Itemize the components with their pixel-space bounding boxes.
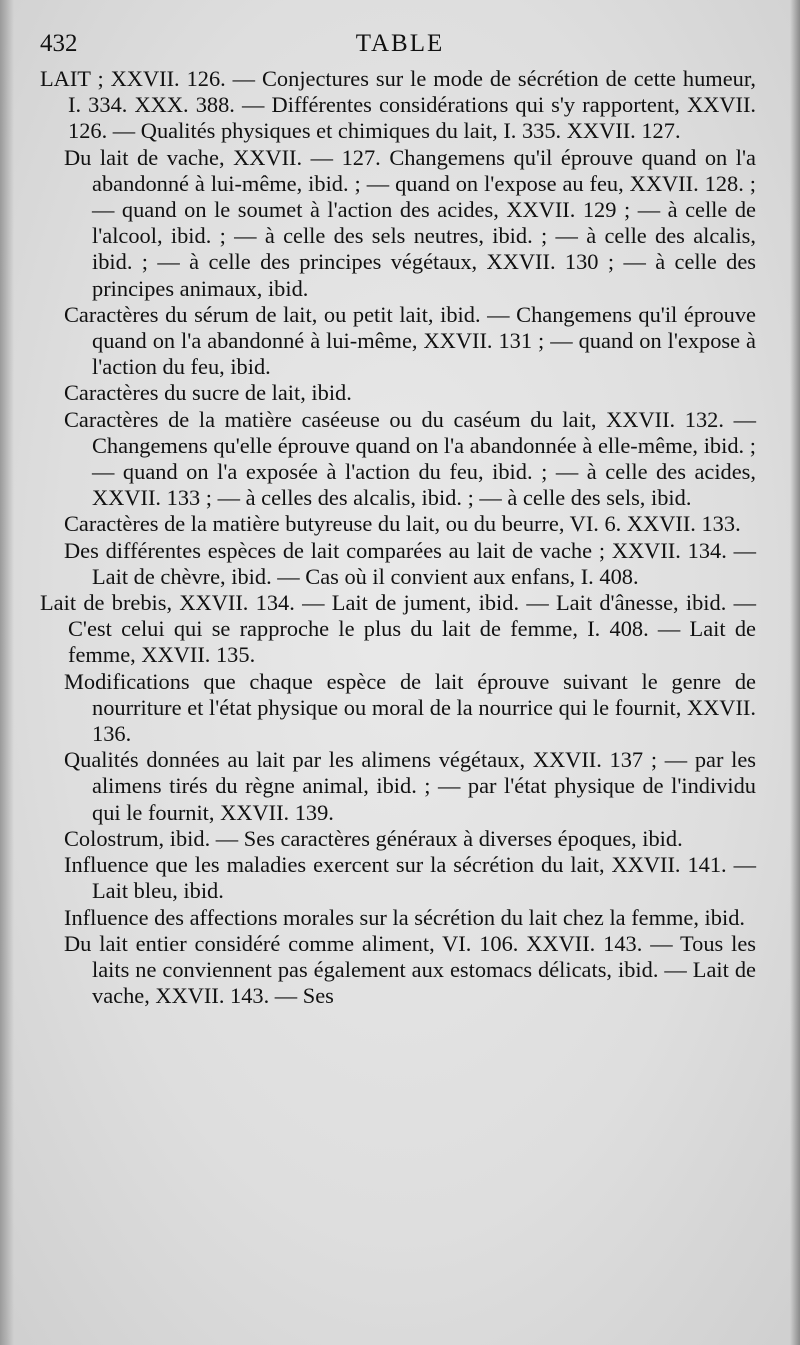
index-entry: Qualités données au lait par les alimens végétaux, XXVII. 137 ; — par les alimens tirés du règne animal, ibid. ; — par l'état physique de l'individu qui le fournit, XXVII. 139. [64,747,756,825]
index-entry: Du lait entier considéré comme aliment, VI. 106. XXVII. 143. — Tous les laits ne conviennent pas également aux estomacs délicats, ibid. — Lait de vache, XXVII. 143. — Ses [64,930,756,1009]
index-entry: Colostrum, ibid. — Ses caractères généraux à diverses époques, ibid. [64,825,683,851]
index-text [40,66,756,1009]
page-header [40,28,760,64]
index-entry: Caractères du sucre de lait, ibid. [64,380,352,406]
index-entry: Des différentes espèces de lait comparées au lait de vache ; XXVII. 134. — Lait de chèvre, ibid. — Cas où il convient aux enfans, I. 408. [64,537,756,589]
index-entry: Caractères de la matière caséeuse ou du caséum du lait, XXVII. 132. — Changemens qu'elle éprouve quand on l'a abandonnée à elle-même, ibid. ; — quand on l'a exposée à l'action du feu, ibid. ; — à celle des acides, XXVII. 133 ; — à celles des alcalis, ibid. ; — à celle des sels, ibid. [64,406,756,511]
index-entry: Lait de brebis, XXVII. 134. — Lait de jument, ibid. — Lait d'ânesse, ibid. — C'est celui qui se rapproche le plus du lait de femme, I. 408. — Lait de femme, XXVII. 135. [40,590,756,668]
page-number: 432 [40,30,78,57]
index-entry: Du lait de vache, XXVII. — 127. Changemens qu'il éprouve quand on l'a abandonné à lui-même, ibid. ; — quand on l'expose au feu, XXVII. 128. ; — quand on le soumet à l'action des acides, XXVII. 129 ; — à celle de l'alcool, ibid. ; — à celle des sels neutres, ibid. ; — à celle des alcalis, ibid. ; — à celle des principes végétaux, XXVII. 130 ; — à celle des principes animaux, ibid. [64,144,756,301]
index-entry: Caractères du sérum de lait, ou petit lait, ibid. — Changemens qu'il éprouve quand on l'a abandonné à lui-même, XXVII. 131 ; — quand on l'expose à l'action du feu, ibid. [64,301,756,380]
index-entry: Modifications que chaque espèce de lait éprouve suivant le genre de nourriture et l'état physique ou moral de la nourrice qui le fournit, XXVII. 136. [64,668,756,747]
index-entry: LAIT ; XXVII. 126. — Conjectures sur le mode de sécrétion de cette humeur, I. 334. XXX. 388. — Différentes considérations qui s'y rapportent, XXVII. 126. — Qualités physiques et chimiques du lait, I. 335. XXVII. 127. [40,66,756,144]
running-head: TABLE [355,30,445,57]
index-entry: Influence que les maladies exercent sur la sécrétion du lait, XXVII. 141. — Lait bleu, ibid. [64,852,756,904]
index-entry: Influence des affections morales sur la sécrétion du lait chez la femme, ibid. [64,904,745,930]
index-entry: Caractères de la matière butyreuse du lait, ou du beurre, VI. 6. XXVII. 133. [64,511,741,537]
